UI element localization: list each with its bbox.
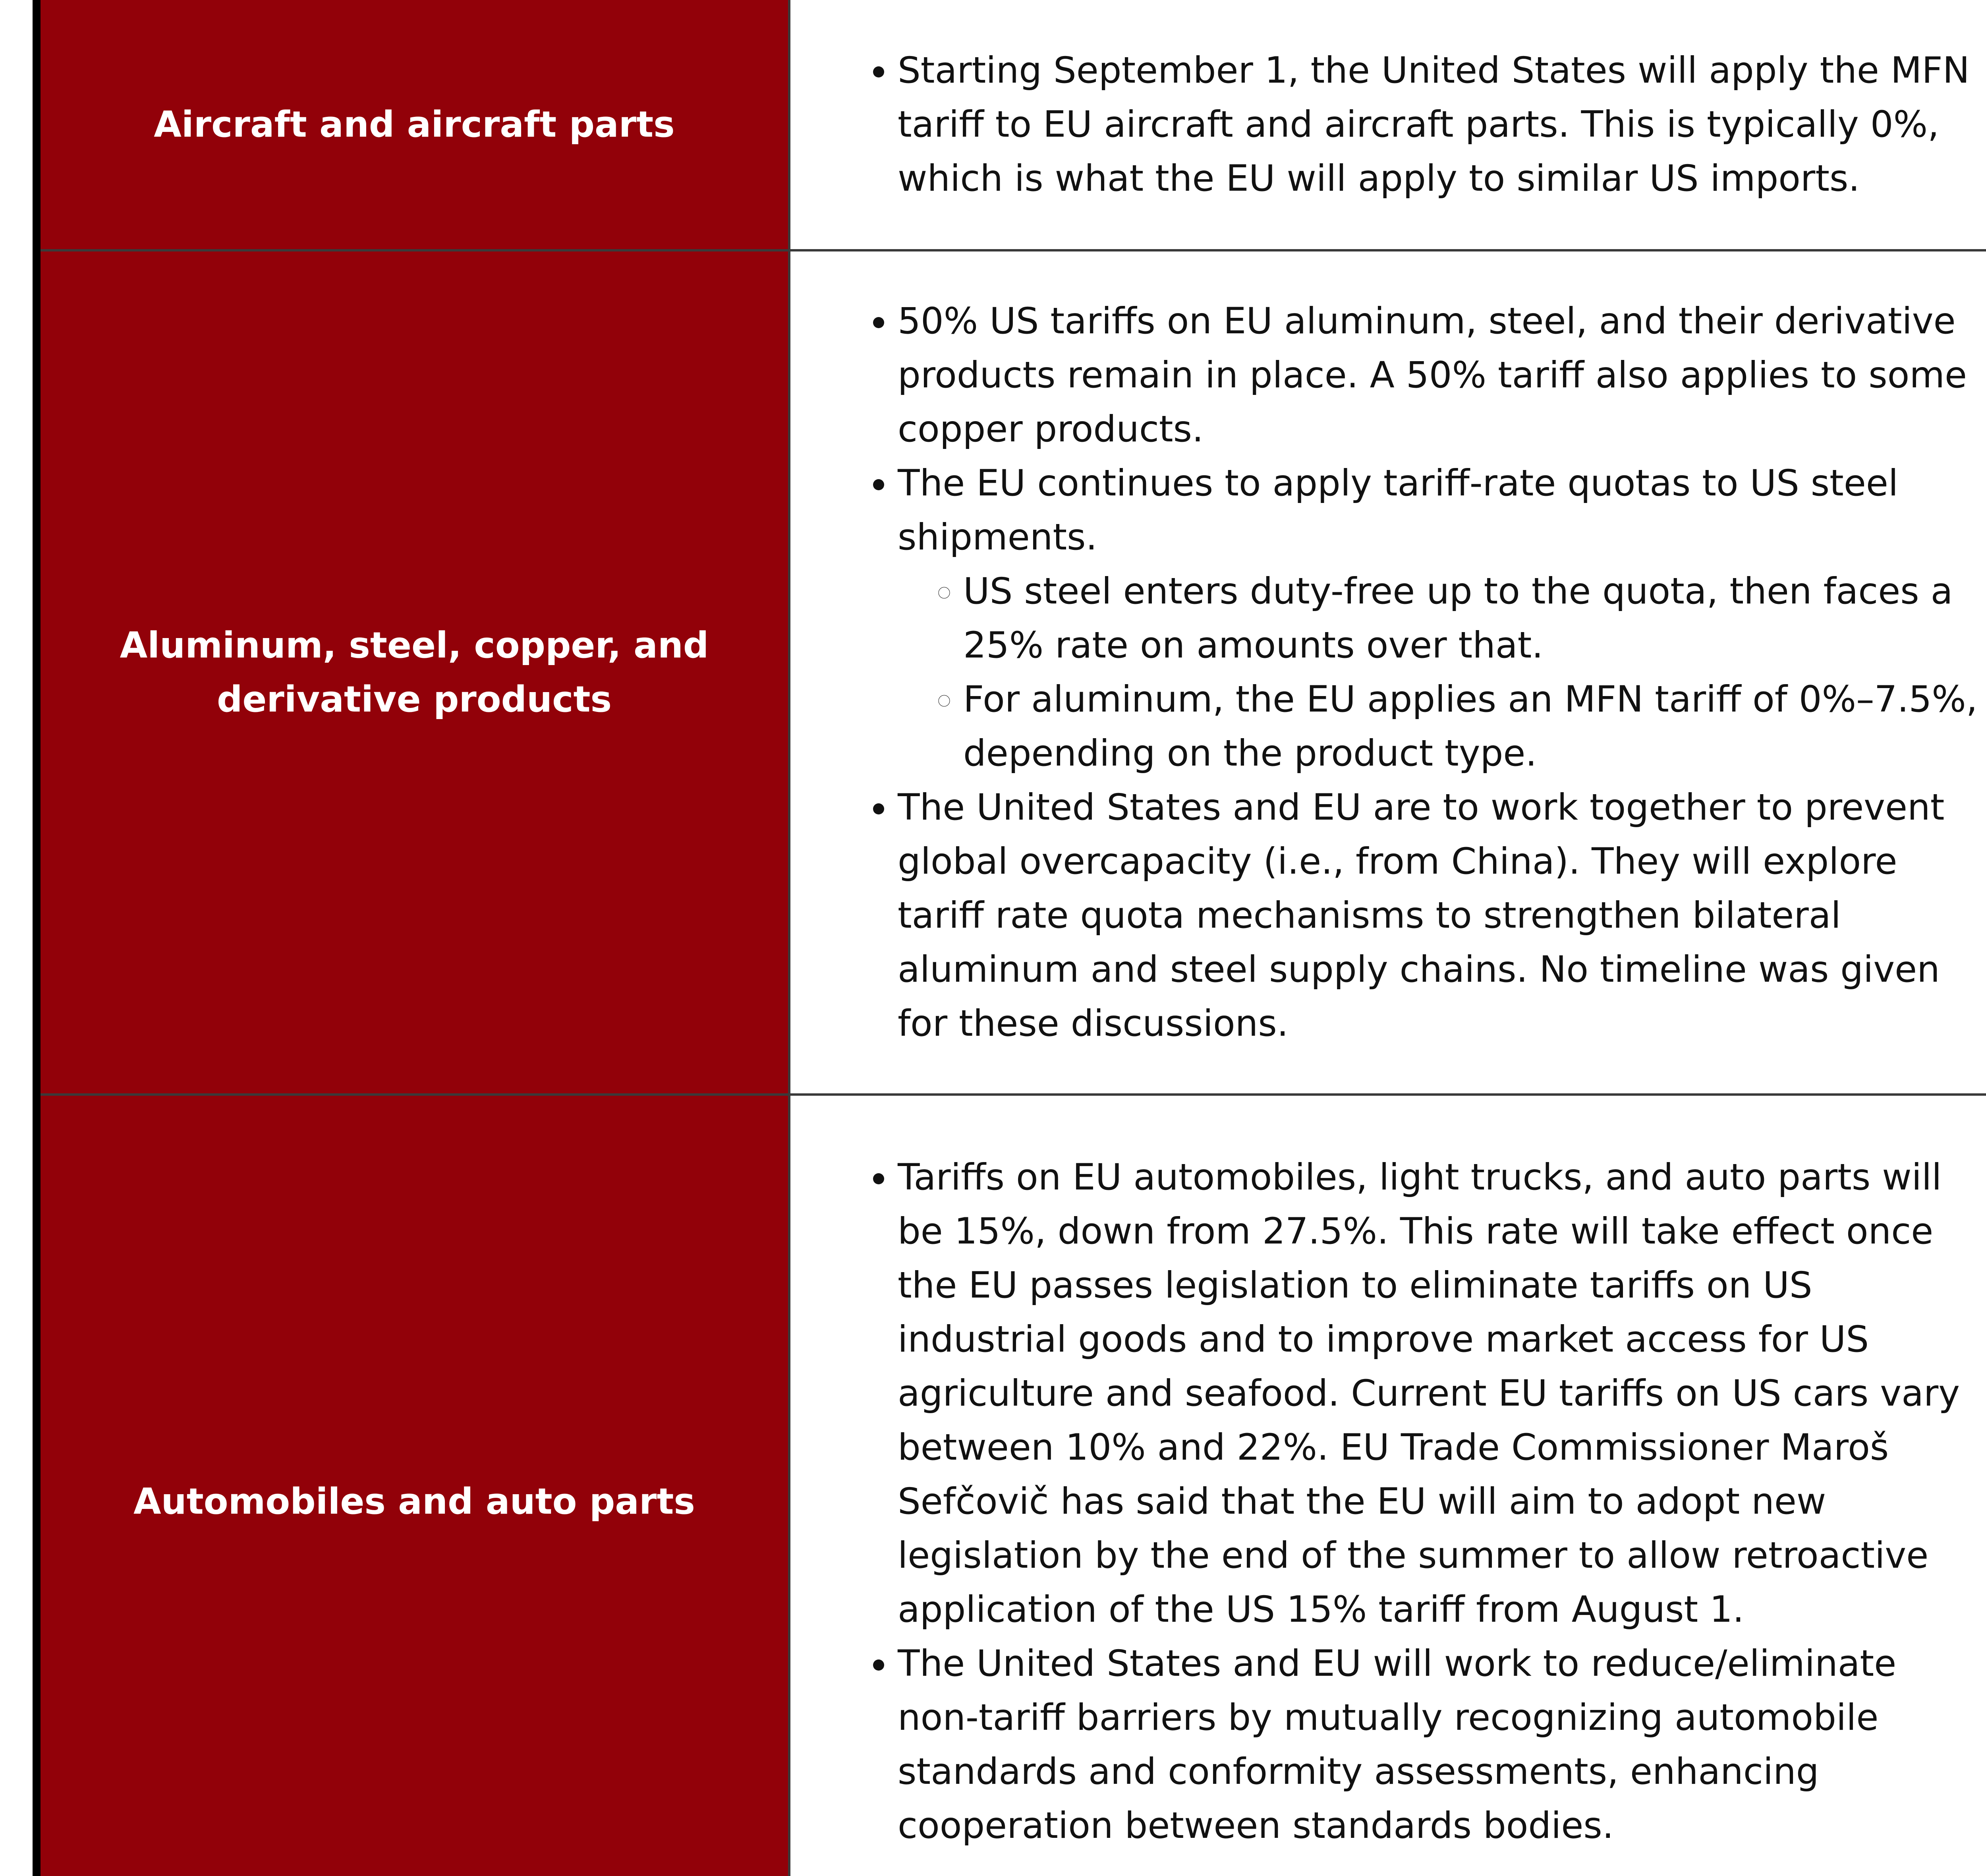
list-item <box>898 294 1982 456</box>
details-list <box>830 44 1982 206</box>
list-item-text: 50% US tariffs on EU aluminum, steel, and their derivative products remain in place. A 50% tariff also applies to some copper products. <box>898 300 1967 450</box>
category-cell: Aluminum, steel, copper, and derivative products <box>41 250 789 1095</box>
details-cell <box>789 0 1986 250</box>
sub-list <box>898 565 1982 781</box>
list-item: • The United States and EU will work to reduce/eliminate non-tariff barriers by mutually recognizing automobile standards and conformity assessments, enhancing cooperation between standards bodies. <box>898 1637 1982 1853</box>
list-item: • Starting September 1, the United States will apply the MFN tariff to EU aircraft and aircraft parts. This is typically 0%, which is what the EU will apply to similar US imports. <box>898 44 1982 206</box>
list-item <box>898 781 1982 1051</box>
table-row <box>41 0 1986 250</box>
list-item-text: The United States and EU are to work together to prevent global overcapacity (i.e., from China). They will explore tariff rate quota mechanisms to strengthen bilateral aluminum and steel supply chains. No timeline was given for these discussions. <box>898 786 1945 1044</box>
sub-list-item: ◦ For aluminum, the EU applies an MFN tariff of 0%–7.5%, depending on the product type. <box>963 673 1982 781</box>
details-list <box>830 294 1982 1051</box>
list-item-text: The EU continues to apply tariff-rate quotas to US steel shipments. <box>898 462 1899 558</box>
tariff-table-frame <box>33 0 1986 1876</box>
category-cell: Aircraft and aircraft parts <box>41 0 789 250</box>
list-item <box>898 456 1982 781</box>
table-row <box>41 250 1986 1095</box>
table-row <box>41 1095 1986 1876</box>
sub-list-item: ◦ US steel enters duty-free up to the quota, then faces a 25% rate on amounts over that. <box>963 565 1982 673</box>
details-list <box>830 1151 1982 1853</box>
category-cell: Automobiles and auto parts <box>41 1095 789 1876</box>
tariff-comparison-table <box>41 0 1986 1876</box>
details-cell <box>789 250 1986 1095</box>
list-item: • Tariffs on EU automobiles, light trucks, and auto parts will be 15%, down from 27.5%. This rate will take effect once the EU passes legislation to eliminate tariffs on US industrial goods and to improve market access for US agriculture and seafood. Current EU tariffs on US cars vary between 10% and 22%. EU Trade Commissioner Maroš Sefčovič has said that the EU will aim to adopt new legislation by the end of the summer to allow retroactive application of the US 15% tariff from August 1. <box>898 1151 1982 1637</box>
details-cell <box>789 1095 1986 1876</box>
